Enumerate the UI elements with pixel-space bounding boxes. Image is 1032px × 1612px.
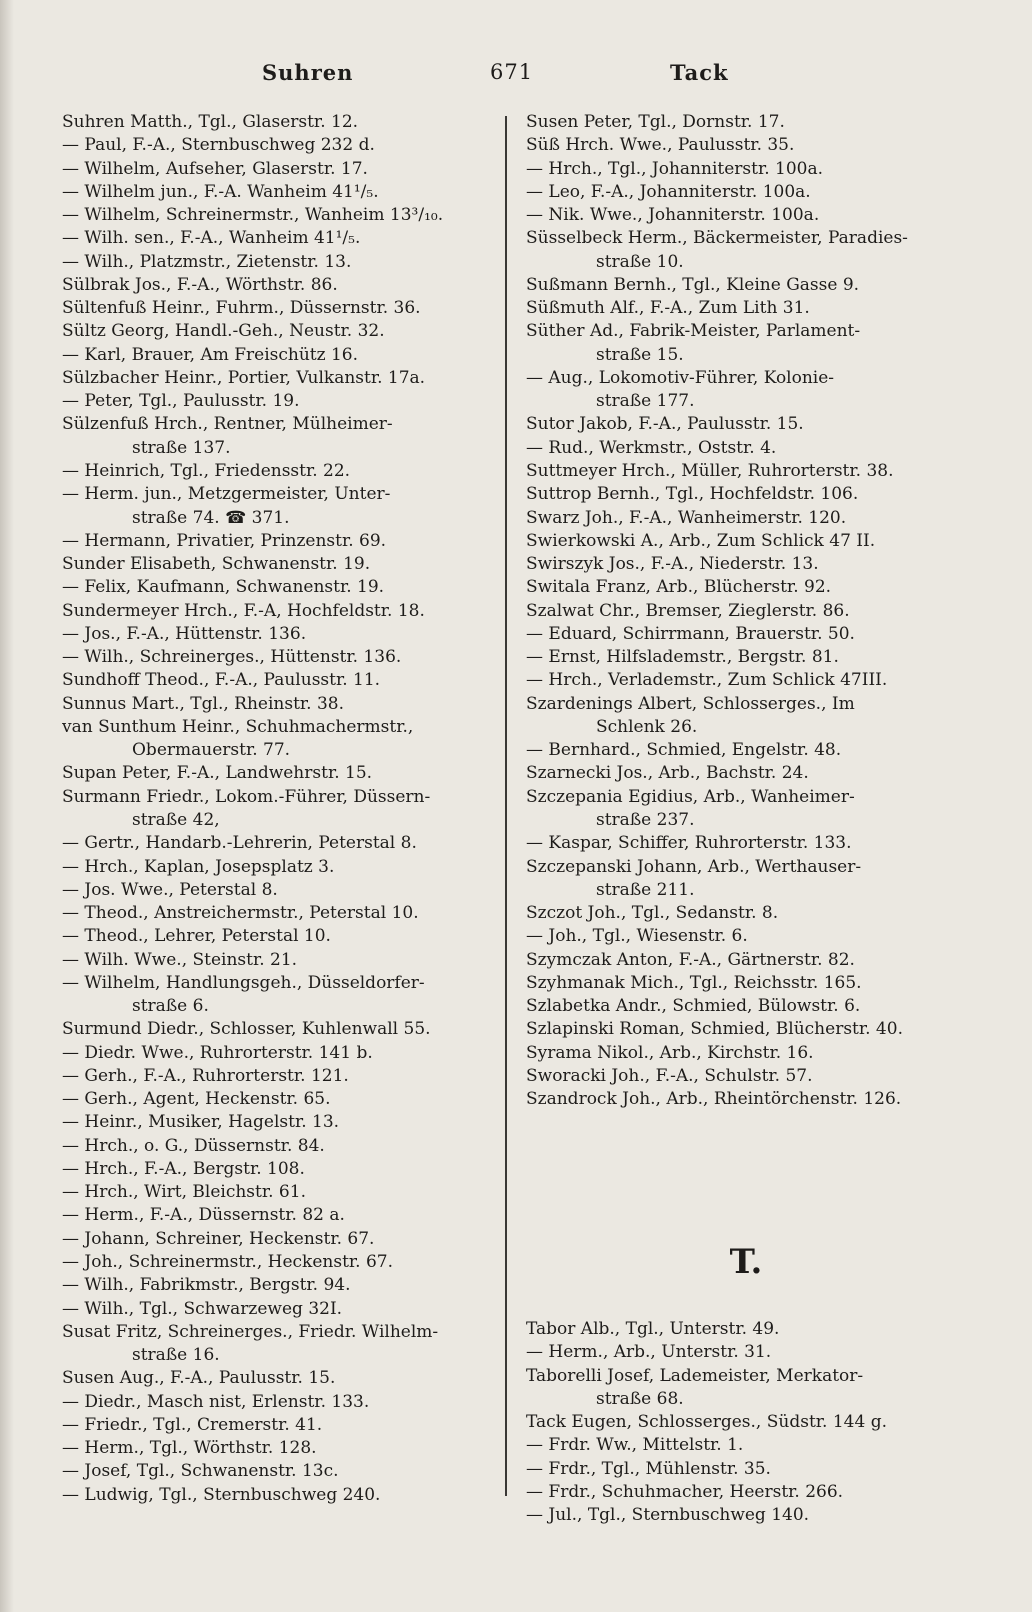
directory-entry: Szczepania Egidius, Arb., Wanheimer- [526,786,855,807]
directory-entry: Suhren Matth., Tgl., Glaserstr. 12. [62,112,359,132]
directory-entry: Sülzenfuß Hrch., Rentner, Mülheimer- [62,414,393,435]
directory-entry: — Diedr., Masch nist, Erlenstr. 133. [62,1391,370,1412]
directory-entry: Susen Aug., F.-A., Paulusstr. 15. [62,1368,336,1389]
directory-entry: — Frdr., Tgl., Mühlenstr. 35. [526,1458,771,1479]
entry-continuation-line: straße 42, [132,809,220,830]
directory-entry: Szyhmanak Mich., Tgl., Reichsstr. 165. [526,972,862,993]
directory-entry: Süsselbeck Herm., Bäckermeister, Paradies- [526,228,908,249]
directory-entry: — Gertr., Handarb.-Lehrerin, Peterstal 8. [62,833,417,854]
directory-entry: — Wilh. sen., F.-A., Wanheim 41¹/₅. [62,228,361,249]
directory-entry: Szymczak Anton, F.-A., Gärtnerstr. 82. [526,949,855,970]
entry-continuation-line: straße 237. [596,809,695,830]
directory-entry: Szlapinski Roman, Schmied, Blücherstr. 40. [526,1019,903,1040]
directory-entry: — Hrch., Wirt, Bleichstr. 61. [62,1182,306,1203]
directory-entry: — Wilh., Platzmstr., Zietenstr. 13. [62,251,352,272]
directory-entry: — Wilhelm jun., F.-A. Wanheim 41¹/₅. [62,181,379,202]
directory-entry: — Herm. jun., Metzgermeister, Unter- [62,484,391,505]
directory-entry: — Johann, Schreiner, Heckenstr. 67. [62,1228,375,1249]
directory-entry: — Heinrich, Tgl., Friedensstr. 22. [62,460,351,481]
directory-entry: — Aug., Lokomotiv-Führer, Kolonie- [526,367,835,388]
page-number: 671 [490,60,534,84]
directory-entry: Sültz Georg, Handl.-Geh., Neustr. 32. [62,321,385,342]
directory-entry: Szandrock Joh., Arb., Rheintörchenstr. 126. [526,1089,902,1110]
directory-entry: Suttrop Bernh., Tgl., Hochfeldstr. 106. [526,484,859,505]
directory-entry: Susen Peter, Tgl., Dornstr. 17. [526,112,785,132]
directory-entry: Sültenfuß Heinr., Fuhrm., Düssernstr. 36. [62,298,421,319]
directory-entry: — Kaspar, Schiffer, Ruhrorterstr. 133. [526,833,852,854]
directory-entry: — Nik. Wwe., Johanniterstr. 100a. [526,205,820,226]
directory-entry: Sundhoff Theod., F.-A., Paulusstr. 11. [62,670,381,691]
directory-entry: — Herm., Tgl., Wörthstr. 128. [62,1438,317,1459]
directory-entry: Süßmuth Alf., F.-A., Zum Lith 31. [526,298,810,319]
directory-entry: Supan Peter, F.-A., Landwehrstr. 15. [62,763,373,784]
directory-entry: — Karl, Brauer, Am Freischütz 16. [62,344,359,365]
right-column [526,111,966,1111]
directory-entry: Süß Hrch. Wwe., Paulusstr. 35. [526,135,795,156]
directory-entry: — Rud., Werkmstr., Oststr. 4. [526,437,777,458]
directory-entry: — Diedr. Wwe., Ruhrorterstr. 141 b. [62,1042,373,1063]
directory-entry: — Joh., Tgl., Wiesenstr. 6. [526,926,748,947]
directory-entry: — Felix, Kaufmann, Schwanenstr. 19. [62,577,385,598]
directory-entry: Sülzbacher Heinr., Portier, Vulkanstr. 17a. [62,367,426,388]
directory-entry: Surmund Diedr., Schlosser, Kuhlenwall 55. [62,1019,431,1040]
directory-entry: — Ludwig, Tgl., Sternbuschweg 240. [62,1484,381,1505]
directory-entry: Szalwat Chr., Bremser, Zieglerstr. 86. [526,600,850,621]
directory-entry: — Gerh., Agent, Heckenstr. 65. [62,1089,331,1110]
directory-entry: Szlabetka Andr., Schmied, Bülowstr. 6. [526,996,861,1017]
directory-entry: — Wilh., Tgl., Schwarzeweg 32I. [62,1298,343,1319]
directory-entry: — Wilh., Fabrikmstr., Bergstr. 94. [62,1275,351,1296]
entry-continuation-line: Schlenk 26. [596,716,698,737]
directory-entry: Switala Franz, Arb., Blücherstr. 92. [526,577,832,598]
directory-entry: Swarz Joh., F.-A., Wanheimerstr. 120. [526,507,847,528]
left-column [62,111,492,1507]
directory-entry: Sundermeyer Hrch., F.-A, Hochfeldstr. 18. [62,600,425,621]
entry-continuation-line: straße 211. [596,879,695,900]
directory-entry: — Wilhelm, Handlungsgeh., Düsseldorfer- [62,972,425,993]
page-edge-shadow [0,0,14,1612]
directory-entry: — Heinr., Musiker, Hagelstr. 13. [62,1112,340,1133]
directory-entry: Sunnus Mart., Tgl., Rheinstr. 38. [62,693,345,714]
section-letter-heading: T. [729,1242,763,1282]
directory-entry: — Jul., Tgl., Sternbuschweg 140. [526,1505,810,1526]
directory-entry: — Hrch., Kaplan, Josepsplatz 3. [62,856,335,877]
entry-continuation-line: straße 177. [596,391,695,412]
directory-entry: — Theod., Lehrer, Peterstal 10. [62,926,331,947]
directory-entry: Surmann Friedr., Lokom.-Führer, Düssern- [62,786,431,807]
directory-entry: — Jos., F.-A., Hüttenstr. 136. [62,623,307,644]
directory-entry: — Friedr., Tgl., Cremerstr. 41. [62,1414,323,1435]
directory-entry: Szczepanski Johann, Arb., Werthauser- [526,856,862,877]
directory-entry: — Ernst, Hilfslademstr., Bergstr. 81. [526,647,839,668]
directory-entry: — Hrch., F.-A., Bergstr. 108. [62,1158,305,1179]
directory-entry: Szarnecki Jos., Arb., Bachstr. 24. [526,763,809,784]
directory-entry: Szczot Joh., Tgl., Sedanstr. 8. [526,903,779,924]
header-right-keyword: Tack [670,60,729,85]
directory-entry: van Sunthum Heinr., Schuhmachermstr., [62,716,414,737]
directory-entry: Swierkowski A., Arb., Zum Schlick 47 II. [526,530,876,551]
directory-entry: Süther Ad., Fabrik-Meister, Parlament- [526,321,861,342]
directory-entry: Sutor Jakob, F.-A., Paulusstr. 15. [526,414,804,435]
directory-entry: — Hrch., o. G., Düssernstr. 84. [62,1135,325,1156]
directory-entry: — Hrch., Tgl., Johanniterstr. 100a. [526,158,824,179]
page-header [0,60,1032,90]
directory-entry: — Wilh. Wwe., Steinstr. 21. [62,949,298,970]
directory-entry: — Hermann, Privatier, Prinzenstr. 69. [62,530,387,551]
entry-continuation-line: straße 68. [596,1388,684,1409]
directory-entry: — Wilhelm, Aufseher, Glaserstr. 17. [62,158,368,179]
directory-entry: — Paul, F.-A., Sternbuschweg 232 d. [62,135,375,156]
directory-entry: Susat Fritz, Schreinerges., Friedr. Wilhelm- [62,1321,439,1342]
directory-entry: — Frdr., Schuhmacher, Heerstr. 266. [526,1481,844,1502]
directory-entry: — Hrch., Verlademstr., Zum Schlick 47III. [526,670,888,691]
right-column-t-section [526,1318,966,1527]
directory-entry: — Josef, Tgl., Schwanenstr. 13c. [62,1461,339,1482]
directory-entry: Sülbrak Jos., F.-A., Wörthstr. 86. [62,274,338,295]
directory-entry: — Jos. Wwe., Peterstal 8. [62,879,278,900]
directory-entry: Taborelli Josef, Lademeister, Merkator- [526,1365,864,1386]
directory-entry: Swirszyk Jos., F.-A., Niederstr. 13. [526,554,819,575]
directory-entry: — Bernhard., Schmied, Engelstr. 48. [526,740,842,761]
directory-entry: — Theod., Anstreichermstr., Peterstal 10. [62,903,419,924]
directory-entry: — Joh., Schreinermstr., Heckenstr. 67. [62,1252,394,1273]
directory-entry: — Eduard, Schirrmann, Brauerstr. 50. [526,623,855,644]
entry-continuation-line: straße 16. [132,1345,220,1366]
directory-entry: — Peter, Tgl., Paulusstr. 19. [62,391,300,412]
directory-entry: — Leo, F.-A., Johanniterstr. 100a. [526,181,811,202]
directory-entry: — Wilh., Schreinerges., Hüttenstr. 136. [62,647,402,668]
header-left-keyword: Suhren [262,60,354,85]
directory-entry: Suttmeyer Hrch., Müller, Ruhrorterstr. 38. [526,460,894,481]
entry-continuation-line: Obermauerstr. 77. [132,740,291,761]
column-divider [505,116,507,1496]
directory-entry: Szardenings Albert, Schlosserges., Im [526,693,855,714]
directory-entry: Syrama Nikol., Arb., Kirchstr. 16. [526,1042,814,1063]
directory-entry: — Wilhelm, Schreinermstr., Wanheim 13³/₁₀. [62,205,444,226]
directory-entry: Sworacki Joh., F.-A., Schulstr. 57. [526,1065,813,1086]
directory-entry: — Herm., F.-A., Düssernstr. 82 a. [62,1205,345,1226]
entry-continuation-line: straße 137. [132,437,231,458]
entry-continuation-line: straße 6. [132,996,209,1017]
directory-entry: Tack Eugen, Schlosserges., Südstr. 144 g. [526,1412,887,1433]
directory-entry: — Herm., Arb., Unterstr. 31. [526,1342,772,1363]
directory-entry: — Gerh., F.-A., Ruhrorterstr. 121. [62,1065,349,1086]
directory-entry: Tabor Alb., Tgl., Unterstr. 49. [526,1319,780,1339]
entry-continuation-line: straße 10. [596,251,684,272]
directory-entry: Sußmann Bernh., Tgl., Kleine Gasse 9. [526,274,860,295]
directory-entry: Sunder Elisabeth, Schwanenstr. 19. [62,554,371,575]
entry-continuation-line: straße 15. [596,344,684,365]
entry-continuation-line: straße 74. ☎ 371. [132,507,290,528]
directory-entry: — Frdr. Ww., Mittelstr. 1. [526,1435,744,1456]
